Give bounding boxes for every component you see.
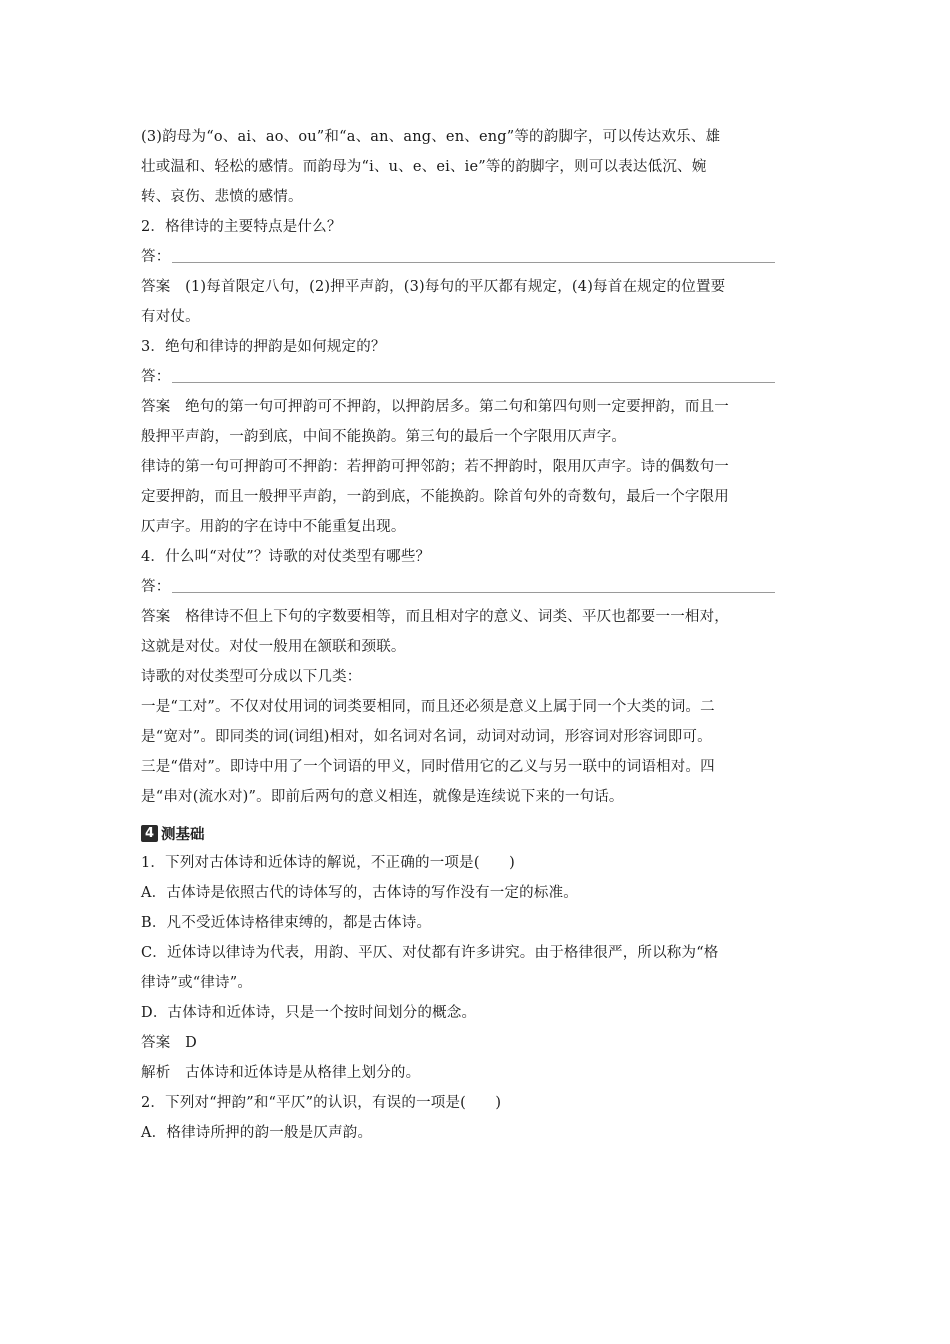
answer-underline (172, 592, 775, 593)
answer-text: 答案 (1)每首限定八句，(2)押平声韵，(3)每句的平仄都有规定，(4)每首在规定的位置要 (141, 279, 726, 295)
document-page (141, 122, 811, 1148)
answer-text: 诗歌的对仗类型可分成以下几类： (141, 669, 362, 685)
text-block-d (141, 602, 811, 812)
answer-text: 有对仗。 (141, 309, 200, 325)
answer-text: 答案 绝句的第一句可押韵可不押韵，以押韵居多。第二句和第四句则一定要押韵，而且一 (141, 399, 729, 415)
text-line: (3)韵母为“o、ai、ao、ou”和“a、an、ang、en、eng”等的韵脚字，可以传达欢乐、雄 (141, 129, 721, 145)
answer-prompt: 答： (141, 369, 171, 385)
answer-underline (172, 262, 775, 263)
question-2: 2．格律诗的主要特点是什么？ (141, 219, 342, 235)
answer-blank-3[interactable] (141, 572, 811, 602)
question-2: 2．下列对“押韵”和“平仄”的认识，有误的一项是( ) (141, 1095, 502, 1111)
text-block-c (141, 392, 811, 572)
section-heading (141, 818, 811, 848)
answer-text: 仄声字。用韵的字在诗中不能重复出现。 (141, 519, 406, 535)
answer-text: 三是“借对”。即诗中用了一个词语的甲义，同时借用它的乙义与另一联中的词语相对。四 (141, 759, 715, 775)
section-title: 测基础 (161, 826, 205, 843)
answer-text: 定要押韵，而且一般押平声韵，一韵到底，不能换韵。除首句外的奇数句，最后一个字限用 (141, 489, 729, 505)
answer-text: 一是“工对”。不仅对仗用词的词类要相同，而且还必须是意义上属于同一个大类的词。二 (141, 699, 715, 715)
section-number-badge: 4 (141, 825, 158, 842)
option-c-continued: 律诗”或“律诗”。 (141, 975, 253, 991)
question-3: 3．绝句和律诗的押韵是如何规定的？ (141, 339, 386, 355)
answer-text: 答案 D (141, 1035, 197, 1051)
answer-text: 这就是对仗。对仗一般用在颔联和颈联。 (141, 639, 406, 655)
question-1: 1．下列对古体诗和近体诗的解说，不正确的一项是( ) (141, 855, 515, 871)
answer-blank-1[interactable] (141, 242, 811, 272)
answer-text: 答案 格律诗不但上下句的字数要相等，而且相对字的意义、词类、平仄也都要一一相对， (141, 609, 729, 625)
answer-text: 般押平声韵，一韵到底，中间不能换韵。第三句的最后一个字限用仄声字。 (141, 429, 627, 445)
option-c: C．近体诗以律诗为代表，用韵、平仄、对仗都有许多讲究。由于格律很严，所以称为“格 (141, 945, 719, 961)
answer-text: 是“串对(流水对)”。即前后两句的意义相连，就像是连续说下来的一句话。 (141, 789, 624, 805)
text-block-b (141, 272, 811, 362)
option-b: B．凡不受近体诗格律束缚的，都是古体诗。 (141, 915, 432, 931)
answer-prompt: 答： (141, 579, 171, 595)
option-a: A．格律诗所押的韵一般是仄声韵。 (141, 1125, 373, 1141)
option-a: A．古体诗是依照古代的诗体写的，古体诗的写作没有一定的标准。 (141, 885, 578, 901)
answer-blank-2[interactable] (141, 362, 811, 392)
question-4: 4．什么叫“对仗”？诗歌的对仗类型有哪些？ (141, 549, 431, 565)
option-d: D．古体诗和近体诗，只是一个按时间划分的概念。 (141, 1005, 477, 1021)
answer-prompt: 答： (141, 249, 171, 265)
text-line: 转、哀伤、悲愤的感情。 (141, 189, 303, 205)
answer-underline (172, 382, 775, 383)
text-block-e (141, 848, 811, 1148)
text-line: 壮或温和、轻松的感情。而韵母为“i、u、e、ei、ie”等的韵脚字，则可以表达低沉、婉 (141, 159, 707, 175)
answer-text: 律诗的第一句可押韵可不押韵：若押韵可押邻韵；若不押韵时，限用仄声字。诗的偶数句一 (141, 459, 729, 475)
explanation-text: 解析 古体诗和近体诗是从格律上划分的。 (141, 1065, 421, 1081)
answer-text: 是“宽对”。即同类的词(词组)相对，如名词对名词，动词对动词，形容词对形容词即可。 (141, 729, 712, 745)
text-block-a (141, 122, 811, 242)
